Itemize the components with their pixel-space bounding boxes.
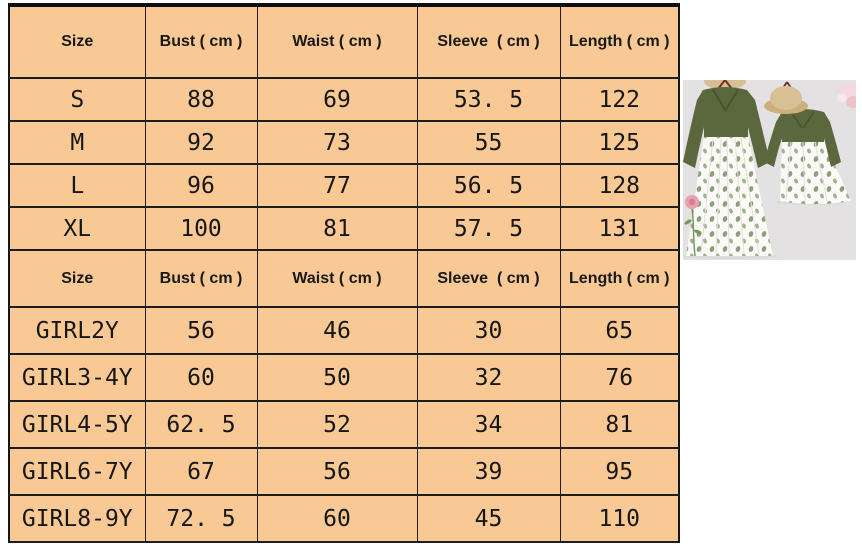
bust-cell: 67: [145, 448, 257, 495]
table-row-m: [9, 121, 679, 164]
bust-cell: 60: [145, 354, 257, 401]
product-photo-image: [683, 80, 856, 260]
size-cell: GIRL3-4Y: [9, 354, 145, 401]
header-cell-size: Size: [9, 5, 145, 78]
length-cell: 81: [560, 401, 679, 448]
sleeve-cell: 34: [417, 401, 560, 448]
bust-cell: 96: [145, 164, 257, 207]
length-cell: 110: [560, 495, 679, 542]
header-cell-length: Length ( cm ): [560, 5, 679, 78]
length-cell: 95: [560, 448, 679, 495]
table-row-s: [9, 78, 679, 121]
header-cell-bust: Bust ( cm ): [145, 250, 257, 307]
size-cell: GIRL8-9Y: [9, 495, 145, 542]
size-cell: GIRL4-5Y: [9, 401, 145, 448]
adult-header-row: [9, 5, 679, 78]
length-cell: 128: [560, 164, 679, 207]
size-cell: S: [9, 78, 145, 121]
size-cell: L: [9, 164, 145, 207]
table-row-girl6-7y: [9, 448, 679, 495]
header-cell-length: Length ( cm ): [560, 250, 679, 307]
sleeve-cell: 53. 5: [417, 78, 560, 121]
sleeve-cell: 30: [417, 307, 560, 354]
sleeve-cell: 56. 5: [417, 164, 560, 207]
length-cell: 131: [560, 207, 679, 250]
girl-straw-hat: [770, 86, 802, 110]
waist-cell: 73: [257, 121, 417, 164]
length-cell: 76: [560, 354, 679, 401]
size-chart-table: [8, 3, 680, 543]
product-photo: [683, 80, 856, 260]
waist-cell: 69: [257, 78, 417, 121]
table-row-girl2y: [9, 307, 679, 354]
girl-header-row: [9, 250, 679, 307]
waist-cell: 81: [257, 207, 417, 250]
waist-cell: 56: [257, 448, 417, 495]
length-cell: 125: [560, 121, 679, 164]
waist-cell: 46: [257, 307, 417, 354]
waist-cell: 50: [257, 354, 417, 401]
header-cell-waist: Waist ( cm ): [257, 5, 417, 78]
header-cell-size: Size: [9, 250, 145, 307]
header-cell-sleeve: Sleeve ( cm ): [417, 5, 560, 78]
table-row-l: [9, 164, 679, 207]
sleeve-cell: 39: [417, 448, 560, 495]
bust-cell: 88: [145, 78, 257, 121]
header-cell-waist: Waist ( cm ): [257, 250, 417, 307]
sleeve-cell: 55: [417, 121, 560, 164]
length-cell: 122: [560, 78, 679, 121]
length-cell: 65: [560, 307, 679, 354]
table-row-xl: [9, 207, 679, 250]
waist-cell: 52: [257, 401, 417, 448]
bust-cell: 72. 5: [145, 495, 257, 542]
sleeve-cell: 45: [417, 495, 560, 542]
bust-cell: 62. 5: [145, 401, 257, 448]
bust-cell: 92: [145, 121, 257, 164]
size-cell: M: [9, 121, 145, 164]
waist-cell: 60: [257, 495, 417, 542]
table-row-girl4-5y: [9, 401, 679, 448]
size-cell: GIRL6-7Y: [9, 448, 145, 495]
sleeve-cell: 57. 5: [417, 207, 560, 250]
waist-cell: 77: [257, 164, 417, 207]
bust-cell: 100: [145, 207, 257, 250]
size-cell: GIRL2Y: [9, 307, 145, 354]
size-cell: XL: [9, 207, 145, 250]
rose-bloom-core: [689, 199, 695, 205]
bust-cell: 56: [145, 307, 257, 354]
sleeve-cell: 32: [417, 354, 560, 401]
table-row-girl8-9y: [9, 495, 679, 542]
table-row-girl3-4y: [9, 354, 679, 401]
header-cell-bust: Bust ( cm ): [145, 5, 257, 78]
header-cell-sleeve: Sleeve ( cm ): [417, 250, 560, 307]
